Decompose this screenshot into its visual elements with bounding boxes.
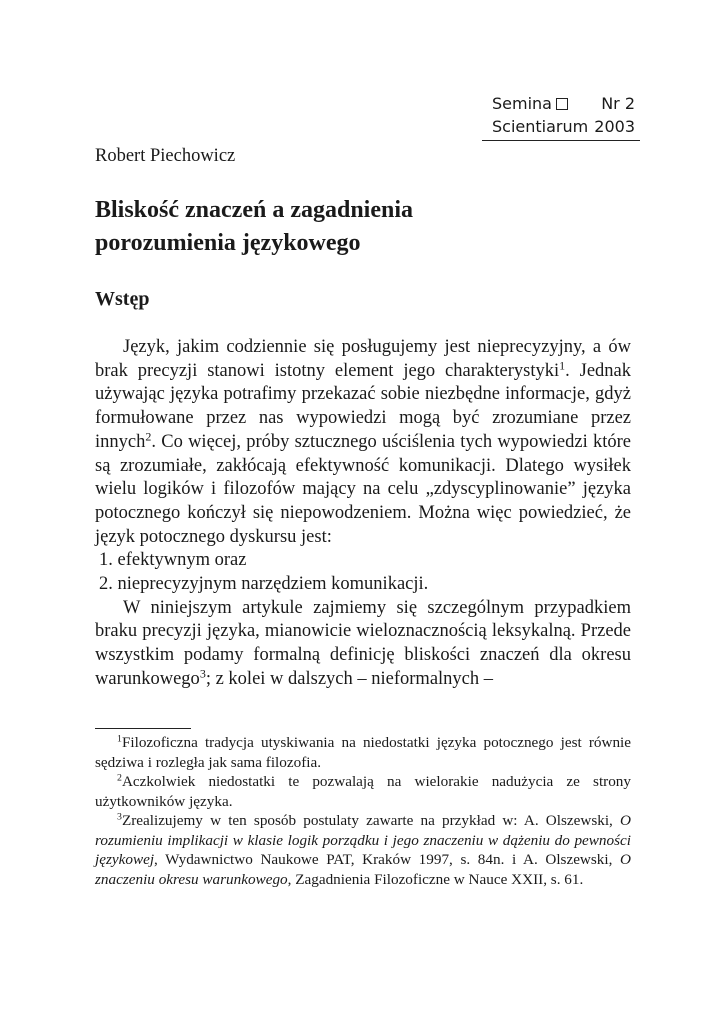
paragraph-1: Język, jakim codziennie się posługujemy jest nieprecyzyjny, a ów brak precyzji stanowi istotny element jego charakterystyki$^1$. Jednak używając języka potrafimy przekazać sobie niezbędne informacje, gdyż formułowane przez nas wypowiedzi mogą być zrozumiane przez innych$^2$. Co więcej, próby sztucznego uściślenia tych wypowiedzi które są zrozumiałe, zakłócają efektywność komunikacji. Dlatego wysiłek wielu logików i filozofów mający na celu „zdyscyplinowanie” języka potocznego kończył się niepowodzeniem. Można więc powiedzieć, że język potocznego dyskursu jest:: [95, 337, 632, 547]
footnote-separator: [95, 728, 191, 729]
issue-year: 2003: [594, 117, 635, 136]
list-item: 2. nieprecyzyjnym narzędziem komunikacji.: [99, 574, 429, 595]
header-rule: [482, 140, 640, 141]
section-heading: Wstęp: [95, 288, 150, 310]
cited-title-2: O znaczeniu okresu warunkowego: [95, 851, 631, 888]
title-line-2: porozumienia językowego: [95, 230, 361, 256]
author-name: Robert Piechowicz: [95, 146, 236, 166]
property-list: [95, 549, 631, 596]
footnote-3: $^3$Zrealizujemy w ten sposób postulaty zawarte na przykład w: A. Olszewski, O rozumieniu implikacji w klasie logik porządku i jego znaczeniu w dążeniu do pewności językowej, Wydawnictwo Naukowe PAT, Kraków 1997, s. 84n. i A. Olszewski, O znaczeniu okresu warunkowego, Zagadnienia Filozoficzne w Nauce XXII, s. 61.: [95, 811, 631, 888]
footnote-2: $^2$Aczkolwiek niedostatki te pozwalają na wielorakie nadużycia ze strony użytkowników języka.: [95, 772, 631, 810]
body-text: [95, 336, 631, 692]
footnote-ref-3[interactable]: 3: [199, 666, 206, 681]
journal-name-line-2: Scientiarum: [492, 117, 589, 136]
issue-number: Nr 2: [601, 94, 635, 113]
box-icon: [556, 98, 568, 110]
title-line-1: Bliskość znaczeń a zagadnienia: [95, 197, 414, 223]
footnote-ref-2[interactable]: 2: [145, 429, 152, 444]
paragraph-2: W niniejszym artykule zajmiemy się szczególnym przypadkiem braku precyzji języka, mianowicie wieloznacznością leksykalną. Przede wszystkim podamy formalną definicję bliskości znaczeń dla okresu warunkowego$^3$; z kolei w dalszych – nieformalnych –: [95, 597, 631, 689]
cited-title-1: O rozumieniu implikacji w klasie logik porządku i jego znaczeniu w dążeniu do pewności językowej: [95, 812, 631, 868]
footnotes: [95, 733, 631, 889]
footnote-1: $^1$Filozoficzna tradycja utyskiwania na niedostatki języka potocznego jest równie sędziwa i rozległa jak sama filozofia.: [95, 733, 631, 771]
journal-header: [482, 92, 640, 141]
footnote-mark-3: 3: [117, 811, 122, 823]
journal-header-row-1: [482, 92, 640, 115]
footnote-ref-1[interactable]: 1: [559, 358, 566, 373]
article-title: [95, 194, 413, 260]
footnote-mark-1: 1: [117, 733, 122, 745]
footnote-mark-2: 2: [117, 772, 122, 784]
journal-header-row-2: [482, 115, 640, 138]
journal-name-line-1: Semina: [492, 92, 568, 115]
list-item: 1. efektywnym oraz: [99, 550, 247, 571]
